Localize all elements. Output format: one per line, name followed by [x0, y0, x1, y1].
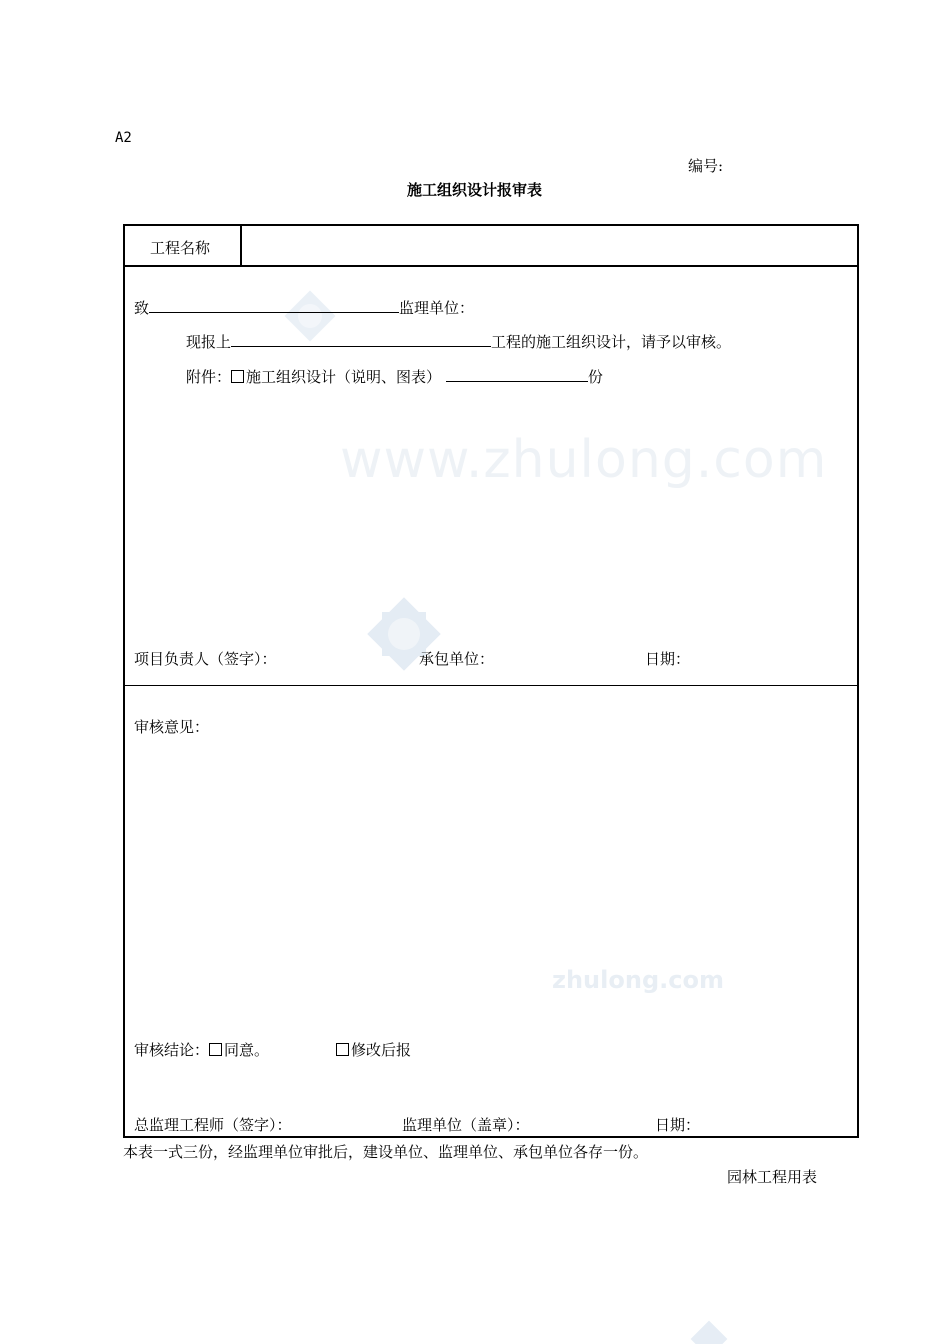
review-conclusion-line: [134, 1039, 269, 1060]
attachment-label: 附件：: [186, 368, 232, 386]
option-revise: 修改后报: [351, 1041, 412, 1059]
project-name-label: 工程名称: [150, 239, 211, 257]
footnote: 本表一式三份，经监理单位审批后，建设单位、监理单位、承包单位各存一份。: [123, 1143, 649, 1161]
review-opinion-label: 审核意见：: [134, 718, 210, 736]
attachment-item: 施工组织设计（说明、图表）: [246, 368, 442, 386]
review-conclusion-label: 审核结论：: [134, 1041, 210, 1059]
to-prefix: 致: [134, 299, 150, 317]
row-divider: [125, 685, 857, 686]
project-blank[interactable]: [231, 330, 491, 347]
form-table: [123, 224, 859, 1138]
page-title: 施工组织设计报审表: [407, 181, 543, 199]
name-cell-divider: [240, 226, 242, 266]
attachment-checkbox[interactable]: [231, 370, 244, 383]
copies-blank[interactable]: [446, 365, 588, 382]
contractor-signature-label: 项目负责人（签字）：: [134, 650, 277, 668]
addressee-line: [134, 296, 474, 318]
watermark-text: www.zhulong.com: [340, 430, 828, 490]
date-label: 日期：: [645, 650, 691, 668]
agree-checkbox[interactable]: [209, 1043, 222, 1056]
attachment-unit: 份: [587, 368, 603, 386]
number-label: 编号:: [688, 157, 724, 175]
row-divider: [125, 265, 857, 267]
chief-engineer-label: 总监理工程师（签字）：: [134, 1116, 292, 1134]
revise-checkbox[interactable]: [336, 1043, 349, 1056]
attachment-line: [186, 365, 603, 387]
supervision-unit-label: 监理单位（盖章）：: [402, 1116, 530, 1134]
watermark-small-text: zhulong.com: [552, 966, 724, 994]
option-agree: 同意。: [224, 1041, 270, 1059]
addressee-blank[interactable]: [149, 296, 399, 313]
doc-code: A2: [115, 130, 132, 146]
revise-option: [336, 1039, 411, 1060]
report-prefix: 现报上: [186, 333, 232, 351]
to-suffix: 监理单位：: [399, 299, 475, 317]
report-suffix: 工程的施工组织设计，请予以审核。: [491, 333, 732, 351]
watermark-logo-icon: [684, 1318, 734, 1344]
contractor-unit-label: 承包单位：: [419, 650, 495, 668]
date-label: 日期：: [655, 1116, 701, 1134]
report-line: [186, 330, 731, 352]
form-category: 园林工程用表: [727, 1168, 818, 1186]
